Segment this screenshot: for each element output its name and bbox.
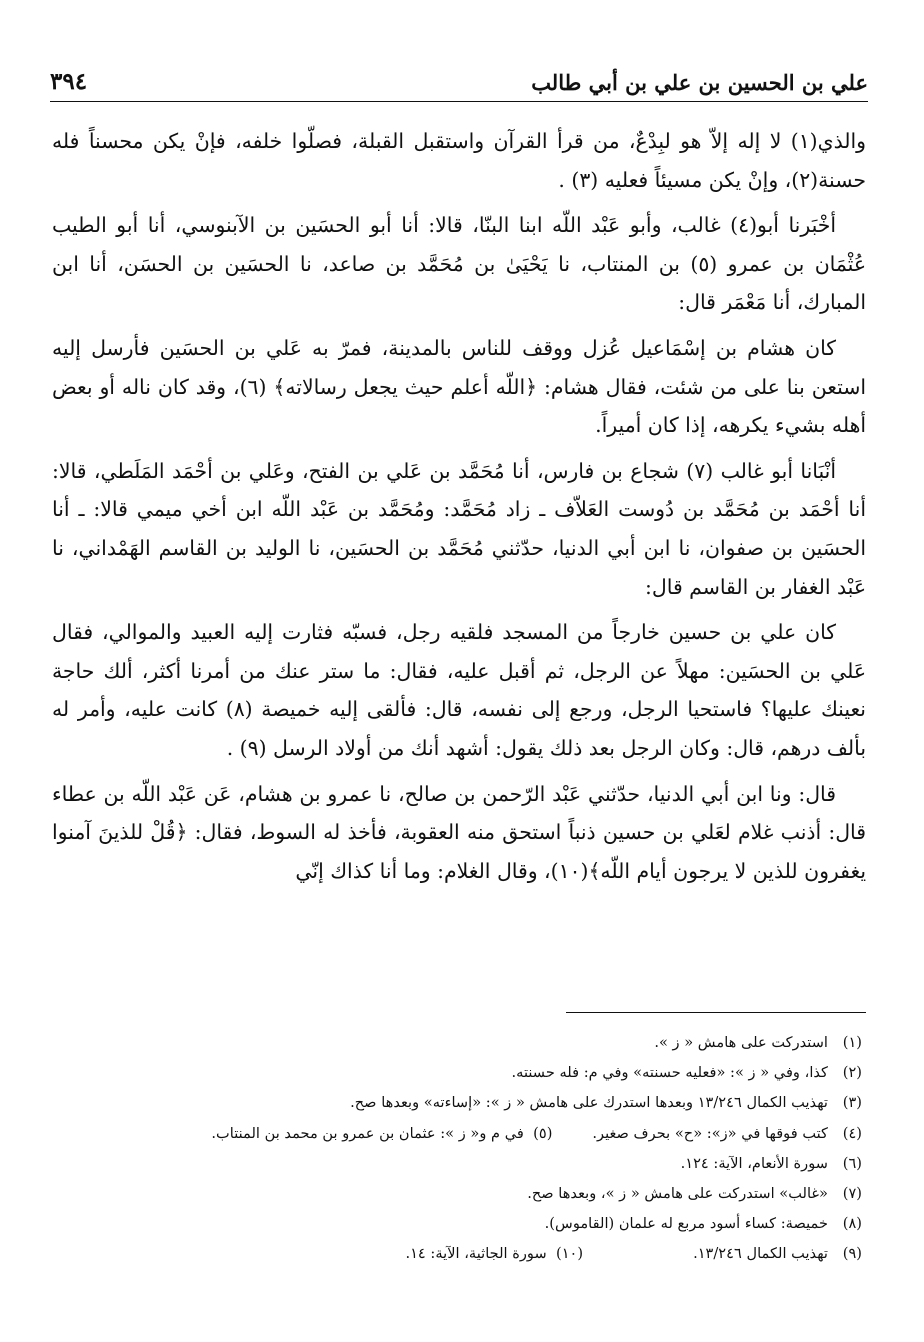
footnote-number: (٧): [842, 1185, 862, 1203]
footnote: [70, 1209, 862, 1239]
footnote: [70, 1149, 862, 1179]
footnote-text: «غالب» استدركت على هامش « ز »، وبعدها صح.: [527, 1185, 828, 1203]
paragraph-4: أنْبَانا أبو غالب (٧) شجاع بن فارس، أنا مُحَمَّد بن عَلي بن الفتح، وعَلي بن أحْمَد المَلَطي، قالا: أنا أحْمَد بن مُحَمَّد بن دُوست العَلاّف ـ زاد مُحَمَّد: ومُحَمَّد بن عَبْد اللّه ابن أخي ميمي قالا: ـ أنا الحسَين بن صفوان، نا ابن أبي الدنيا، حدّثني مُحَمَّد بن الحسَين، نا الوليد بن القاسم الهَمْداني، نا عَبْد الغفار بن القاسم قال:: [52, 458, 866, 599]
paragraph-1: والذي(١) لا إله إلاّ هو لبِدْعٌ، من قرأ القرآن واستقبل القبلة، فصلّوا خلفه، فإنْ يكن محسناً فله حسنة(٢)، وإنْ يكن مسيئاً فعليه (٣) .: [52, 129, 866, 192]
footnote-text: سورة الجاثية، الآية: ١٤.: [405, 1245, 547, 1263]
footnote-text: تهذيب الكمال ١٣/٢٤٦ وبعدها استدرك على هامش « ز »: «إساءته» وبعدها صح.: [350, 1094, 828, 1112]
footnote-number: (٦): [842, 1154, 862, 1172]
paragraph-5: كان علي بن حسين خارجاً من المسجد فلقيه رجل، فسبّه فثارت إليه العبيد والموالي، فقال عَلي بن الحسَين: مهلاً عن الرجل، ثم أقبل عليه، فقال: ما ستر عنك من أمرنا أكثر، ألك حاجة نعينك عليها؟ فاستحيا الرجل، ورجع إلى نفسه، قال: فألقى إليه خميصة (٨) كانت عليه، وأمر له بألف درهم، قال: وكان الرجل بعد ذلك يقول: أشهد أنك من أولاد الرسل (٩) .: [52, 620, 866, 760]
footnote-text: خميصة: كساء أسود مربع له علمان (القاموس).: [544, 1215, 828, 1233]
footnote-number: (٩): [842, 1245, 862, 1263]
paragraph-3: كان هشام بن إسْمَاعيل عُزل ووقف للناس بالمدينة، فمرّ به عَلي بن الحسَين فأرسل إليه استعن بنا على من شئت، فقال هشام: ﴿اللّه أعلم حيث يجعل رسالاته﴾ (٦)، وقد كان ناله أو بعض أهله بشيء يكرهه، إذا كان أميراً.: [52, 335, 866, 438]
paragraph-6: قال: ونا ابن أبي الدنيا، حدّثني عَبْد الرّحمن بن صالح، نا عمرو بن هشام، عَن عَبْد اللّه بن عطاء قال: أذنب غلام لعَلي بن حسين ذنباً استحق منه العقوبة، فأخذ له السوط، فقال: ﴿قُلْ للذينَ آمنوا يغفرون للذين لا يرجون أيام اللّه﴾(١٠)، وقال الغلام: وما أنا كذاك إنّي: [52, 781, 866, 883]
footnote-number: (٤): [842, 1124, 862, 1142]
footnote: [70, 1239, 862, 1269]
footnote-text: كذا، وفي « ز »: «فعليه حسنته» وفي م: فله حسنته.: [511, 1064, 828, 1082]
footnotes: [70, 1028, 862, 1270]
page-number: ٣٩٤: [50, 68, 88, 95]
footnote: [70, 1028, 862, 1058]
footnote-text: كتب فوقها في «ز»: «ح» بحرف صغير.: [592, 1124, 828, 1142]
footnote-text: في م و« ز »: عثمان بن عمرو بن محمد بن المنتاب.: [211, 1124, 524, 1142]
footnote-text: استدركت على هامش « ز ».: [654, 1034, 828, 1051]
running-header: [50, 58, 868, 102]
footnote-number: (٥): [533, 1124, 553, 1142]
footnote: [70, 1119, 862, 1149]
footnote-text: تهذيب الكمال ١٣/٢٤٦.: [693, 1245, 828, 1263]
footnote-number: (١٠): [555, 1245, 584, 1263]
footnote-text: سورة الأنعام، الآية: ١٢٤.: [680, 1154, 828, 1172]
main-text: [52, 122, 866, 897]
footnote: [70, 1088, 862, 1118]
footnote-number: (٢): [842, 1064, 862, 1082]
footnote-divider: [566, 1012, 866, 1013]
footnote: [70, 1058, 862, 1088]
footnote-number: (٨): [842, 1215, 862, 1233]
footnote-number: (١): [842, 1034, 862, 1051]
footnote: [70, 1179, 862, 1209]
footnote-number: (٣): [842, 1094, 862, 1112]
paragraph-2: أخْبَرنا أبو(٤) غالب، وأبو عَبْد اللّه ابنا البنّا، قالا: أنا أبو الحسَين بن الآبنوسي، أنا أبو الطيب عُثْمَان بن عمرو (٥) بن المنتاب، نا يَحْيَىٰ بن مُحَمَّد بن صاعد، نا الحسَين بن الحسَن، أنا ابن المبارك، أنا مَعْمَر قال:: [52, 213, 866, 315]
chapter-title: علي بن الحسين بن علي بن أبي طالب: [531, 70, 868, 95]
